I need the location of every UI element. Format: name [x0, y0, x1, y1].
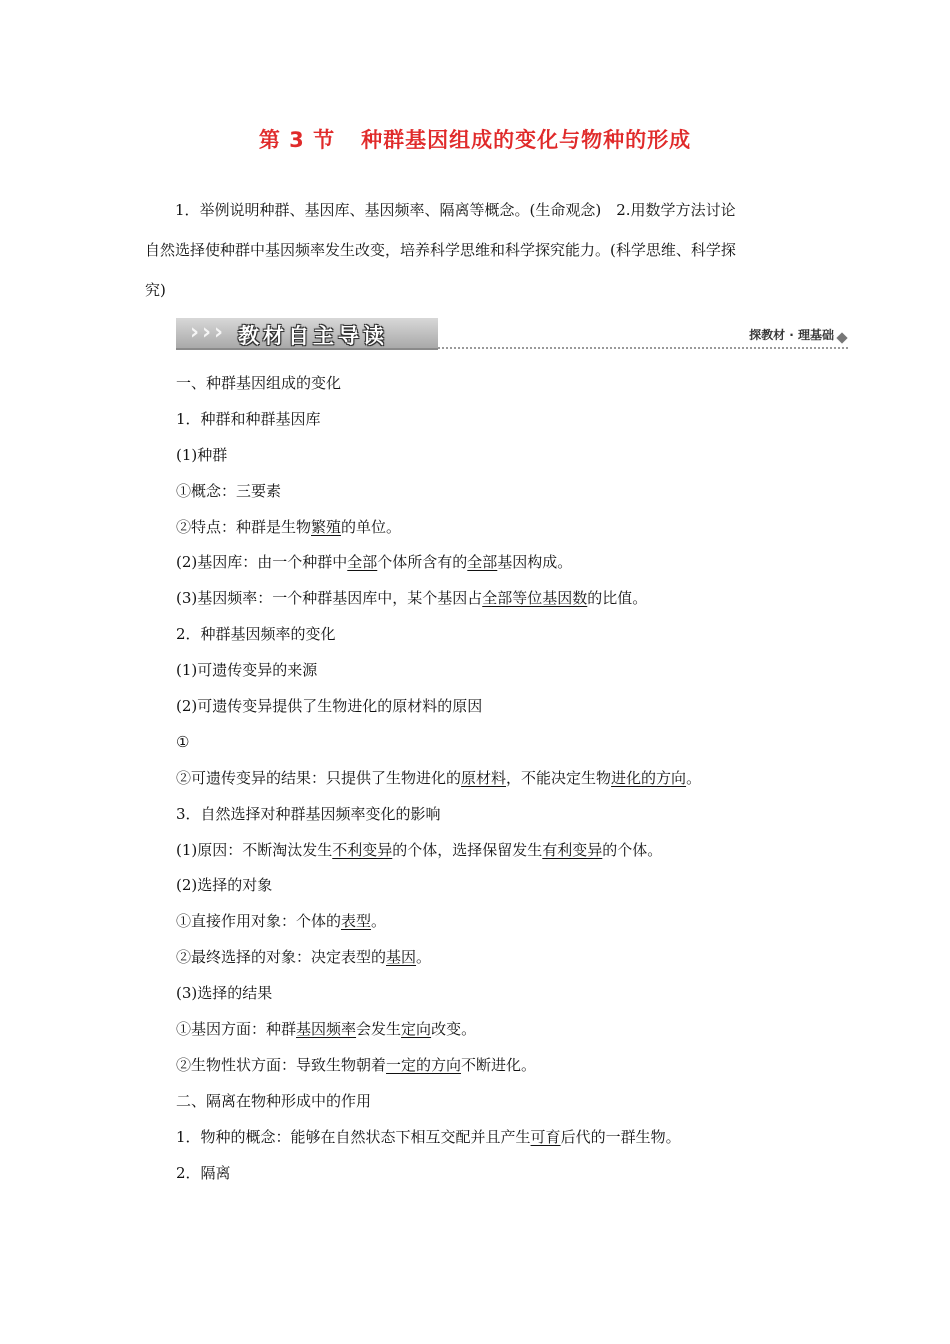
line-text: 个体所含有的 — [377, 553, 468, 572]
line-text: ①基因方面：种群 — [176, 1020, 297, 1039]
line-text: 一、种群基因组成的变化 — [176, 374, 342, 392]
answer-blank: 定向 — [401, 1020, 432, 1039]
section-number: 第 3 节 — [258, 128, 336, 152]
answer-blank: 不利变异 — [332, 840, 393, 859]
content-line — [176, 833, 836, 869]
content-line — [176, 868, 836, 904]
line-text: 会发生 — [356, 1020, 402, 1039]
answer-blank: 原材料 — [461, 768, 507, 787]
answer-blank: 有利变异 — [542, 840, 603, 859]
content-line — [176, 1084, 836, 1120]
content-line — [176, 1156, 836, 1192]
line-text: ①概念：三要素 — [176, 481, 282, 500]
line-text: ①直接作用对象：个体的 — [176, 912, 342, 931]
chevron-right-icon: › — [202, 320, 212, 345]
line-text: (2)基因库：由一个种群中 — [176, 553, 348, 572]
chevron-right-icon: › — [190, 320, 200, 345]
line-text: ②可遗传变异的结果：只提供了生物进化的 — [176, 768, 462, 787]
content-line — [176, 366, 836, 402]
objective-line: 自然选择使种群中基因频率发生改变，培养科学思维和科学探究能力。(科学思维、科学探 — [145, 241, 736, 259]
content-line — [176, 1120, 836, 1156]
content-line — [176, 510, 836, 546]
line-text: 的个体，选择保留发生 — [392, 840, 543, 859]
line-text: (2)选择的对象 — [176, 876, 273, 895]
line-text: (1)种群 — [176, 445, 228, 464]
answer-blank: 全部 — [467, 553, 498, 572]
line-text: 2．种群基因频率的变化 — [176, 625, 336, 644]
line-text: (2)可遗传变异提供了生物进化的原材料的原因 — [176, 697, 483, 716]
section-banner — [176, 318, 848, 352]
content-line — [176, 976, 836, 1012]
answer-blank: 进化的方向 — [611, 768, 687, 787]
diamond-icon — [836, 332, 847, 343]
content-body — [176, 366, 836, 1191]
answer-blank: 一定的方向 — [386, 1055, 462, 1074]
line-text: ②生物性状方面：导致生物朝着 — [176, 1055, 387, 1074]
answer-blank: 基因频率 — [296, 1020, 357, 1039]
line-text: ②最终选择的对象：决定表型的 — [176, 948, 387, 967]
line-text: 。 — [371, 912, 387, 931]
line-text: (3)基因频率：一个种群基因库中，某个基因占 — [176, 589, 483, 608]
line-text: 1．种群和种群基因库 — [176, 409, 321, 428]
line-text: ，不能决定生物 — [506, 768, 612, 787]
line-text: 的单位。 — [341, 517, 402, 536]
objective-line: 1．举例说明种群、基因库、基因频率、隔离等概念。(生命观念) 2.用数学方法讨论 — [175, 201, 736, 219]
content-line — [176, 617, 836, 653]
section-name: 种群基因组成的变化与物种的形成 — [361, 128, 692, 152]
line-text: 后代的一群生物。 — [560, 1127, 681, 1146]
answer-blank: 基因 — [386, 948, 417, 967]
objective-line: 究) — [145, 281, 166, 299]
line-text: (1)原因：不断淘汰发生 — [176, 840, 333, 859]
learning-objectives — [145, 190, 810, 310]
line-text: 的个体。 — [602, 840, 663, 859]
page-title — [0, 124, 950, 154]
line-text: ②特点：种群是生物 — [176, 517, 312, 536]
content-line — [176, 438, 836, 474]
line-text: (1)可遗传变异的来源 — [176, 661, 318, 680]
line-text: 二、隔离在物种形成中的作用 — [176, 1091, 372, 1110]
answer-blank: 全部 — [347, 553, 378, 572]
line-text: 。 — [416, 948, 432, 967]
line-text: ① — [176, 732, 190, 751]
banner-title: 教材自主导读 — [238, 324, 388, 348]
line-text: 。 — [686, 768, 702, 787]
banner-bar — [176, 318, 438, 350]
content-line — [176, 797, 836, 833]
content-line — [176, 904, 836, 940]
line-text: 1．物种的概念：能够在自然状态下相互交配并且产生 — [176, 1127, 531, 1146]
line-text: 的比值。 — [587, 589, 648, 608]
content-line — [176, 545, 836, 581]
content-line — [176, 761, 836, 797]
line-text: 基因构成。 — [497, 553, 573, 572]
answer-blank: 繁殖 — [311, 517, 342, 536]
content-line — [176, 474, 836, 510]
content-line — [176, 689, 836, 725]
line-text: (3)选择的结果 — [176, 984, 273, 1003]
answer-blank: 全部等位基因数 — [482, 589, 588, 608]
content-line — [176, 725, 836, 761]
content-line — [176, 940, 836, 976]
line-text: 3．自然选择对种群基因频率变化的影响 — [176, 804, 441, 823]
content-line — [176, 1012, 836, 1048]
content-line — [176, 581, 836, 617]
content-line — [176, 653, 836, 689]
answer-blank: 表型 — [341, 912, 372, 931]
line-text: 改变。 — [431, 1020, 477, 1039]
line-text: 2．隔离 — [176, 1163, 231, 1182]
content-line — [176, 402, 836, 438]
dotted-divider — [438, 347, 848, 349]
answer-blank: 可育 — [530, 1127, 561, 1146]
banner-tag: 探教材 · 理基础 — [749, 328, 834, 342]
line-text: 不断进化。 — [461, 1055, 537, 1074]
chevron-right-icon: › — [214, 320, 224, 345]
content-line — [176, 1048, 836, 1084]
